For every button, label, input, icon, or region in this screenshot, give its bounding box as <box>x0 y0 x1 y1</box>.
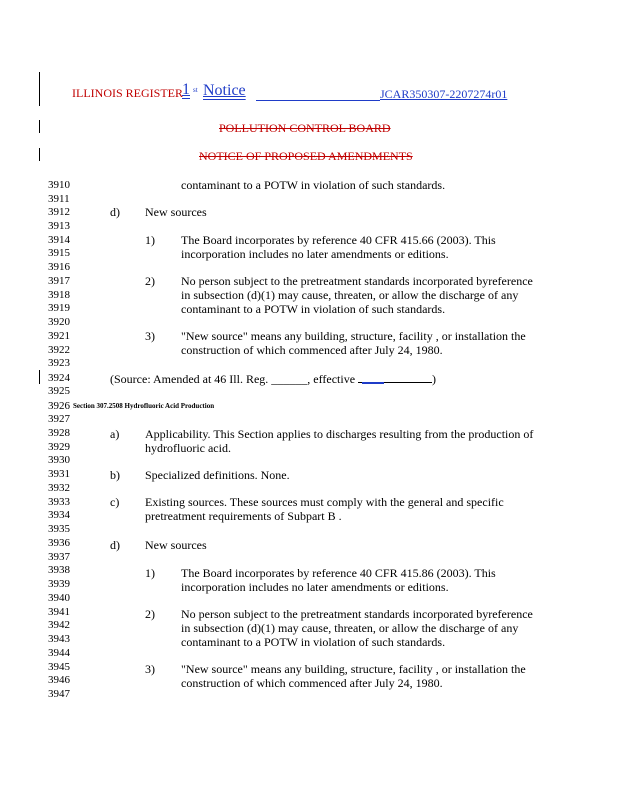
change-bar <box>39 370 40 384</box>
line-number: 3914 <box>48 234 70 246</box>
notice-title: Notice <box>203 82 246 99</box>
effective-date-blank <box>358 371 432 383</box>
line-number: 3929 <box>48 441 70 453</box>
body-line: contaminant to a POTW in violation of such standards. <box>181 178 446 192</box>
line-number: 3934 <box>48 509 70 521</box>
line-number: 3922 <box>48 344 70 356</box>
item-number: 3) <box>145 662 155 676</box>
line-number: 3911 <box>48 193 70 205</box>
body-line: "New source" means any building, structure, facility , or installation the <box>181 662 526 676</box>
subsection-label: b) <box>110 468 120 482</box>
line-number: 3941 <box>48 606 70 618</box>
line-number: 3913 <box>48 220 70 232</box>
line-number: 3923 <box>48 357 70 369</box>
line-number: 3933 <box>48 496 70 508</box>
subsection-label: a) <box>110 427 120 441</box>
item-number: 2) <box>145 274 155 288</box>
body-line: incorporation includes no later amendments or editions. <box>181 247 449 261</box>
line-number: 3927 <box>48 413 70 425</box>
notice-type: NOTICE OF PROPOSED AMENDMENTS <box>199 149 413 163</box>
line-number: 3935 <box>48 523 70 535</box>
body-line: "New source" means any building, structure, facility , or installation the <box>181 329 526 343</box>
item-number: 1) <box>145 566 155 580</box>
line-number: 3942 <box>48 619 70 631</box>
subsection-label: c) <box>110 495 120 509</box>
page-number: 1 <box>182 81 190 98</box>
line-number: 3928 <box>48 427 70 439</box>
change-bar <box>39 120 40 133</box>
line-number: 3946 <box>48 674 70 686</box>
line-number: 3943 <box>48 633 70 645</box>
register-title: ILLINOIS REGISTER <box>72 86 183 100</box>
item-number: 3) <box>145 329 155 343</box>
line-number: 3920 <box>48 316 70 328</box>
section-title: Section 307.2508 Hydrofluoric Acid Production <box>73 402 215 410</box>
line-number: 3926 <box>48 400 70 412</box>
item-number: 1) <box>145 233 155 247</box>
source-note <box>110 371 436 386</box>
line-number: 3915 <box>48 247 70 259</box>
line-number: 3937 <box>48 551 70 563</box>
line-number: 3930 <box>48 454 70 466</box>
body-line: No person subject to the pretreatment standards incorporated byreference <box>181 607 533 621</box>
body-line: contaminant to a POTW in violation of such standards. <box>181 635 446 649</box>
source-note-close: ) <box>432 372 437 386</box>
body-line: Existing sources. These sources must comply with the general and specific <box>145 495 504 509</box>
line-number: 3916 <box>48 261 70 273</box>
subsection-text: New sources <box>145 205 207 219</box>
line-number: 3944 <box>48 647 70 659</box>
body-line: Applicability. This Section applies to discharges resulting from the production of <box>145 427 534 441</box>
header-rule <box>256 100 380 101</box>
item-number: 2) <box>145 607 155 621</box>
body-line: incorporation includes no later amendments or editions. <box>181 580 449 594</box>
line-number: 3924 <box>48 372 70 384</box>
line-number: 3925 <box>48 385 70 397</box>
line-number: 3940 <box>48 592 70 604</box>
body-line: pretreatment requirements of Subpart B . <box>145 509 342 523</box>
body-line: construction of which commenced after July 24, 1980. <box>181 343 443 357</box>
body-line: in subsection (d)(1) may cause, threaten, or allow the discharge of any <box>181 621 519 635</box>
line-number: 3919 <box>48 302 70 314</box>
line-number: 3939 <box>48 578 70 590</box>
change-bar <box>39 72 40 106</box>
change-bar <box>39 148 40 161</box>
line-number: 3917 <box>48 275 70 287</box>
body-line: Specialized definitions. None. <box>145 468 290 482</box>
line-number: 3918 <box>48 289 70 301</box>
body-line: The Board incorporates by reference 40 CFR 415.66 (2003). This <box>181 233 496 247</box>
body-line: contaminant to a POTW in violation of such standards. <box>181 302 446 316</box>
body-line: No person subject to the pretreatment standards incorporated byreference <box>181 274 533 288</box>
subsection-label: d) <box>110 538 120 552</box>
line-number: 3921 <box>48 330 70 342</box>
line-number: 3910 <box>48 179 70 191</box>
line-number: 3931 <box>48 468 70 480</box>
source-note-text: (Source: Amended at 46 Ill. Reg. ______, effective <box>110 372 359 386</box>
jcar-code: JCAR350307-2207274r01 <box>380 87 508 101</box>
page-number-suffix: st <box>193 86 198 94</box>
subsection-text: New sources <box>145 538 207 552</box>
body-line: hydrofluoric acid. <box>145 441 231 455</box>
line-number: 3947 <box>48 688 70 700</box>
body-line: The Board incorporates by reference 40 CFR 415.86 (2003). This <box>181 566 496 580</box>
line-number: 3945 <box>48 661 70 673</box>
line-number: 3938 <box>48 564 70 576</box>
board-name: POLLUTION CONTROL BOARD <box>219 121 391 135</box>
body-line: construction of which commenced after July 24, 1980. <box>181 676 443 690</box>
body-line: in subsection (d)(1) may cause, threaten, or allow the discharge of any <box>181 288 519 302</box>
line-number: 3936 <box>48 537 70 549</box>
line-number: 3912 <box>48 206 70 218</box>
subsection-label: d) <box>110 205 120 219</box>
line-number: 3932 <box>48 482 70 494</box>
